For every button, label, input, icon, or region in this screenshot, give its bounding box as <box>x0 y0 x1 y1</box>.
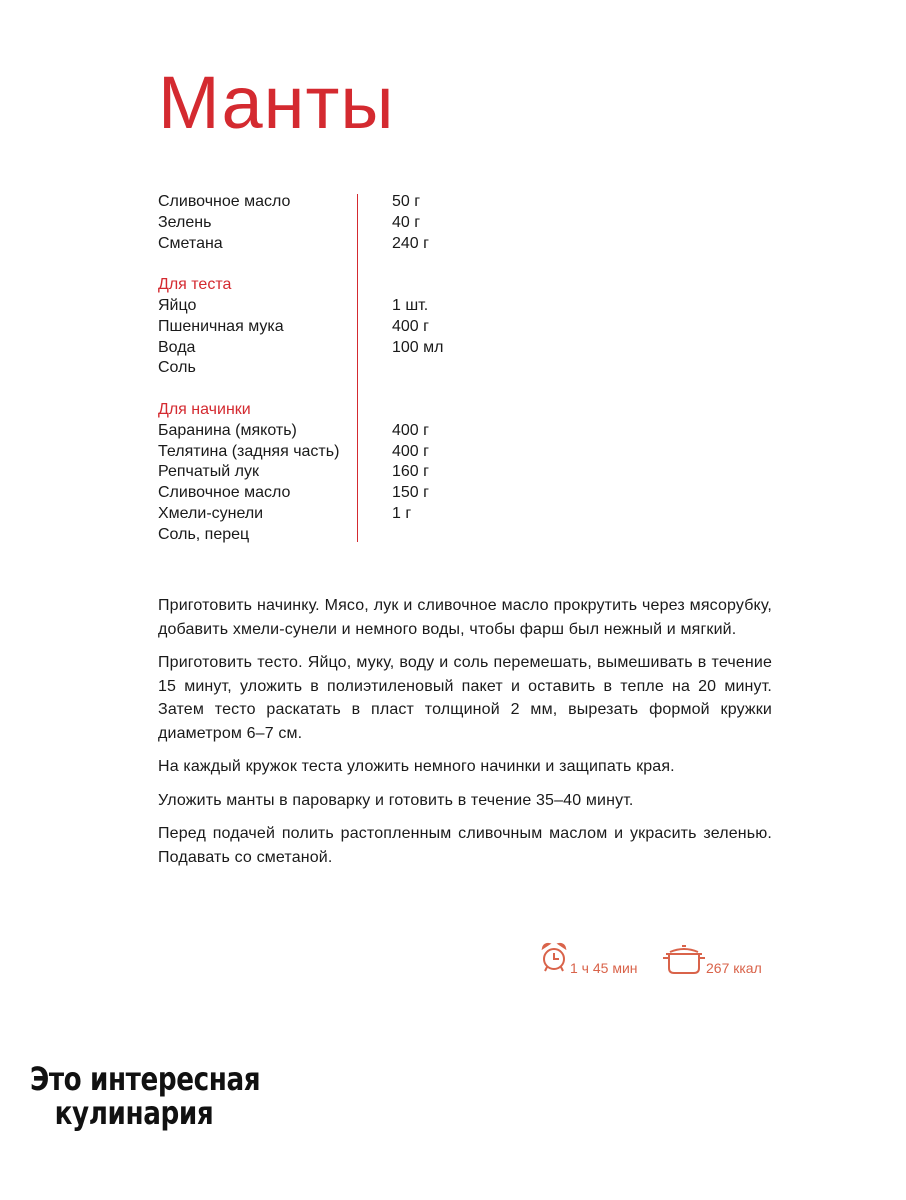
ingredient-name: Репчатый лук <box>158 463 259 481</box>
ingredient-qty: 160 г <box>392 463 429 481</box>
ingredient-row <box>158 504 578 525</box>
ingredient-name: Телятина (задняя часть) <box>158 442 340 460</box>
ingredient-qty: 1 шт. <box>392 296 429 314</box>
section-title-text: Для начинки <box>158 400 251 418</box>
ingredient-qty: 40 г <box>392 213 421 231</box>
ingredient-name: Хмели-сунели <box>158 504 264 522</box>
ingredient-name: Сливочное масло <box>158 193 291 210</box>
recipe-title: Манты <box>158 61 395 144</box>
ingredient-row <box>158 462 578 483</box>
method-steps <box>158 594 772 879</box>
dough-section-title <box>158 275 578 296</box>
section-title-text: Для теста <box>158 276 232 294</box>
ingredient-name: Яйцо <box>158 296 197 314</box>
cooking-time: 1 ч 45 мин <box>570 960 638 976</box>
ingredient-qty: 400 г <box>392 317 429 335</box>
method-step: Приготовить тесто. Яйцо, муку, воду и соль перемешать, вымешивать в течение 15 минут, уложить в полиэтиленовый пакет и оставить в тепле на 20 минут. Затем тесто раскатать в пласт толщиной 2 мм, вырезать формой кружки диаметром 6–7 см. <box>158 654 772 742</box>
ingredient-qty: 1 г <box>392 504 412 522</box>
ingredient-name: Соль, перец <box>158 525 250 543</box>
method-step: Приготовить начинку. Мясо, лук и сливочное масло прокрутить через мясорубку, добавить хмели-сунели и немного воды, чтобы фарш был нежный и мягкий. <box>158 597 772 638</box>
method-step: Уложить манты в пароварку и готовить в течение 35–40 минут. <box>158 791 634 809</box>
ingredient-row <box>158 317 578 338</box>
ingredient-name: Баранина (мякоть) <box>158 421 297 439</box>
ingredient-name: Зелень <box>158 213 212 231</box>
ingredient-row <box>158 192 578 213</box>
brand-line-1: Это интересная <box>30 1060 261 1098</box>
ingredient-name: Сливочное масло <box>158 484 291 502</box>
ingredient-row <box>158 296 578 317</box>
ingredient-qty: 400 г <box>392 421 429 439</box>
ingredient-qty: 100 мл <box>392 338 444 356</box>
ingredient-row <box>158 525 578 546</box>
ingredient-row <box>158 421 578 442</box>
ingredient-name: Соль <box>158 359 196 377</box>
ingredient-name: Пшеничная мука <box>158 317 284 335</box>
alarm-clock-icon <box>540 940 568 974</box>
ingredient-qty: 240 г <box>392 234 429 252</box>
ingredient-name: Сметана <box>158 234 223 252</box>
ingredient-row <box>158 213 578 234</box>
method-step: На каждый кружок теста уложить немного начинки и защипать края. <box>158 758 675 775</box>
ingredient-qty: 50 г <box>392 193 421 210</box>
brand-logo <box>30 1062 260 1130</box>
ingredient-row <box>158 442 578 463</box>
ingredient-row <box>158 234 578 255</box>
recipe-meta <box>540 940 772 980</box>
cooking-pot-icon <box>660 942 708 976</box>
method-step: Перед подачей полить растопленным сливочным маслом и украсить зеленью. Подавать со сметаной. <box>158 825 772 866</box>
ingredient-name: Вода <box>158 338 196 356</box>
ingredient-row <box>158 338 578 359</box>
filling-section-title <box>158 400 578 421</box>
calories: 267 ккал <box>706 960 762 976</box>
ingredient-row <box>158 483 578 504</box>
ingredient-row <box>158 358 578 379</box>
brand-line-2: кулинария <box>54 1094 214 1132</box>
ingredient-qty: 400 г <box>392 442 429 460</box>
ingredient-qty: 150 г <box>392 484 429 502</box>
ingredients-list <box>158 192 578 546</box>
